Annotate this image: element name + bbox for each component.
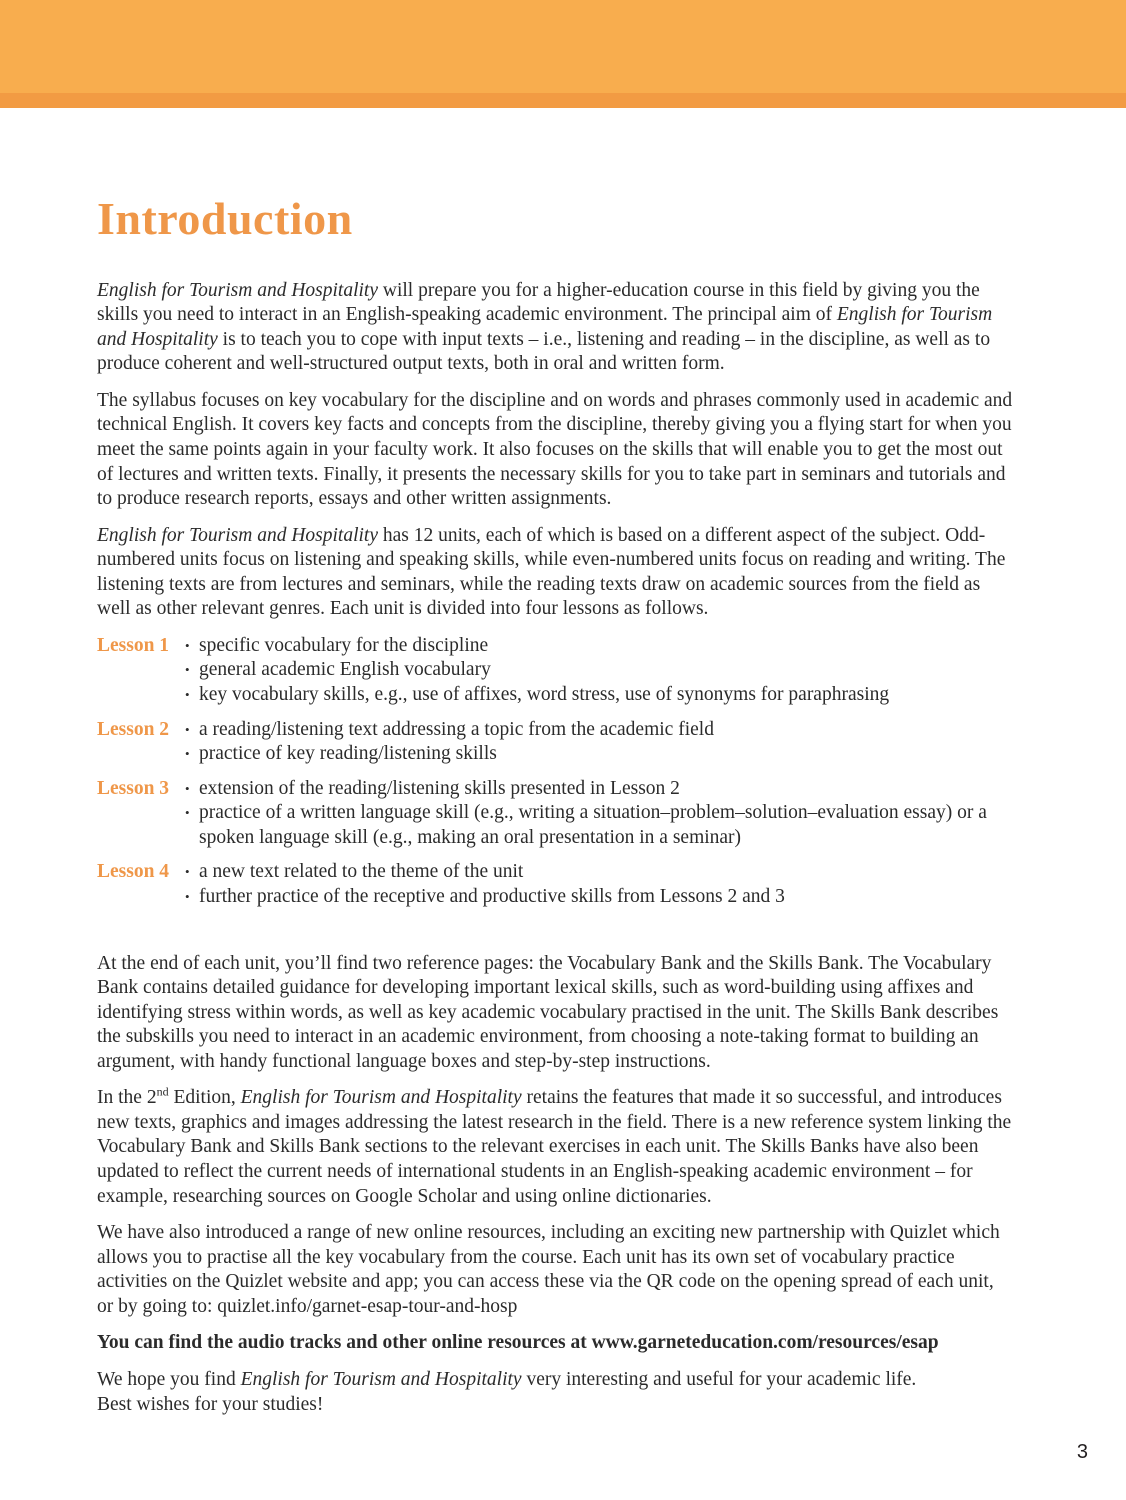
book-title-italic: English for Tourism and Hospitality (97, 304, 993, 350)
bullet-icon: • (185, 864, 190, 880)
paragraph-online-resources: We have also introduced a range of new online resources, including an exciting new partnership with Quizlet which allows you to practise all the key vocabulary from the course. Each unit has its own set of vocabulary practice activities on the Quizlet website and app; you can access these via the QR code on the opening spread of each unit, or by going to: quizlet.info/garnet-esap-tour-and-hosp (97, 1222, 1000, 1317)
paragraph-units: English for Tourism and Hospitality has 12 units, each of which is based on a different aspect of the subject. Odd-numbered units focus on listening and speaking skills, while even-numbered units focus on reading and writing. The listening texts are from lectures and seminars, while the reading texts draw on academic sources from the field as well as other relevant genres. Each unit is divided into four lessons as follows. (97, 524, 1006, 620)
book-title-italic: English for Tourism and Hospitality (240, 1368, 522, 1390)
lesson-1-label: Lesson 1 (97, 634, 170, 656)
book-title-italic: English for Tourism and Hospitality (97, 524, 378, 546)
lesson-1-bullets (185, 634, 1014, 708)
bullet-icon: • (185, 746, 190, 762)
lesson-4-bullets (185, 860, 1014, 909)
bullet-icon: • (185, 888, 190, 904)
lesson-row-3 (97, 777, 1014, 851)
list-item: • a new text related to the theme of the unit (185, 861, 524, 883)
paragraph-second-edition: In the 2nd Edition, English for Tourism and Hospitality retains the features that made it so successful, and introduces new texts, graphics and images addressing the latest research in the field. There is a new reference system linking the Vocabulary Bank and Skills Bank sections to the relevant exercises in each unit. The Skills Banks have also been updated to reflect the current needs of international students in an English-speaking academic environment – for example, researching sources on Google Scholar and using online dictionaries. (97, 1084, 1012, 1207)
list-item: • a reading/listening text addressing a topic from the academic field (185, 718, 714, 740)
lesson-2-label: Lesson 2 (97, 718, 170, 740)
list-item: • further practice of the receptive and productive skills from Lessons 2 and 3 (185, 885, 785, 907)
lesson-3-label: Lesson 3 (97, 777, 170, 799)
list-item: • general academic English vocabulary (185, 659, 491, 681)
lesson-2-bullets (185, 718, 1014, 767)
ordinal-superscript: nd (156, 1084, 169, 1099)
lesson-4-label: Lesson 4 (97, 861, 170, 883)
book-title-italic: English for Tourism and Hospitality (240, 1087, 522, 1109)
paragraph-syllabus: The syllabus focuses on key vocabulary for the discipline and on words and phrases commonly used in academic and technical English. It covers key facts and concepts from the discipline, thereby giving you a flying start for when you meet the same points again in your faculty work. It also focuses on the skills that will enable you to get the most out of lectures and written texts. Finally, it presents the necessary skills for you to take part in seminars and tutorials and to produce research reports, essays and other written assignments. (97, 389, 1013, 510)
lesson-row-4 (97, 860, 1014, 909)
lesson-row-2 (97, 718, 1014, 767)
paragraph-intro-aims: English for Tourism and Hospitality will prepare you for a higher-education course in this field by giving you the skills you need to interact in an English-speaking academic environment. The principal aim of English for Tourism and Hospitality is to teach you to cope with input texts – i.e., listening and reading – in the discipline, as well as to produce coherent and well-structured output texts, both in oral and written form. (97, 279, 993, 375)
bullet-icon: • (185, 805, 190, 821)
lessons-list (97, 634, 1014, 910)
bullet-icon: • (185, 687, 190, 703)
book-title-italic: English for Tourism and Hospitality (97, 279, 378, 301)
list-item: • practice of a written language skill (e.g., writing a situation–problem–solution–evaluation essay) or a spoken language skill (e.g., making an oral presentation in a seminar) (185, 802, 987, 848)
paragraph-audio-tracks: You can find the audio tracks and other online resources at www.garneteducation.com/resources/esap (97, 1332, 939, 1354)
page-number: 3 (1076, 1441, 1088, 1463)
paragraph-reference-pages: At the end of each unit, you’ll find two reference pages: the Vocabulary Bank and the Skills Bank. The Vocabulary Bank contains detailed guidance for developing important lexical skills, such as word-building using affixes and identifying stress within words, as well as key academic vocabulary practised in the unit. The Skills Bank describes the subskills you need to interact in an academic environment, from choosing a note-taking format to building an argument, with handy functional language boxes and step-by-step instructions. (97, 952, 999, 1072)
list-item: • extension of the reading/listening skills presented in Lesson 2 (185, 777, 680, 799)
paragraph-closing: We hope you find English for Tourism and Hospitality very interesting and useful for your academic life. Best wishes for your studies! (97, 1368, 917, 1415)
bullet-icon: • (185, 662, 190, 678)
list-item: • specific vocabulary for the discipline (185, 634, 489, 656)
lesson-3-bullets (185, 777, 1014, 851)
bullet-icon: • (185, 780, 190, 796)
bullet-icon: • (185, 637, 190, 653)
page-content (0, 245, 1126, 1418)
list-item: • practice of key reading/listening skills (185, 743, 497, 765)
list-item: • key vocabulary skills, e.g., use of affixes, word stress, use of synonyms for paraphrasing (185, 684, 890, 706)
header-accent-strip (0, 93, 1126, 108)
page-title: Introduction (97, 193, 353, 244)
bullet-icon: • (185, 721, 190, 737)
lesson-row-1 (97, 634, 1014, 708)
header-band (0, 0, 1126, 93)
